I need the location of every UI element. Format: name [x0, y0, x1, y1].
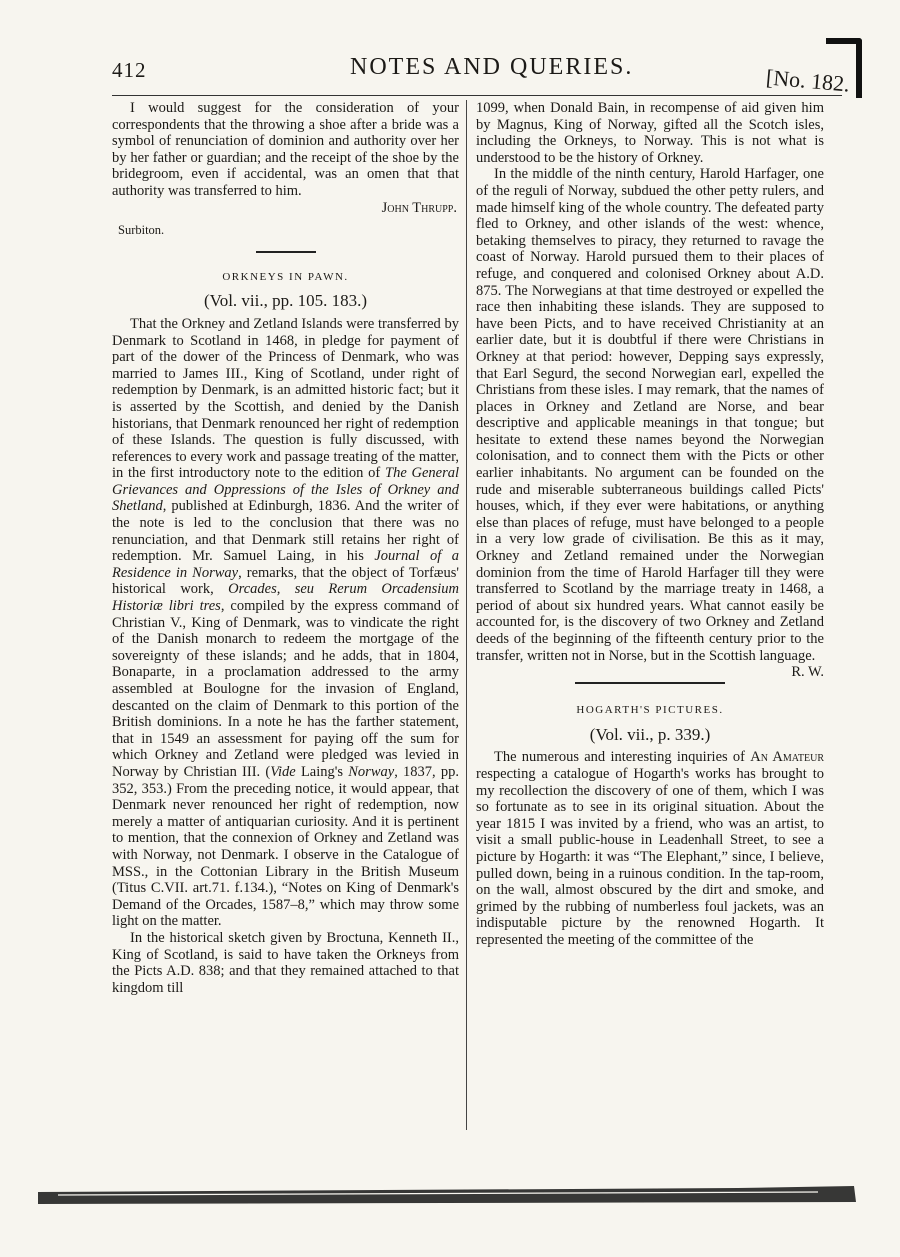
page-number: 412	[112, 58, 147, 82]
issue-number: [No. 182.	[765, 64, 851, 97]
left-column	[112, 100, 459, 996]
section-divider-2	[575, 682, 725, 684]
shoe-note-paragraph: I would suggest for the consideration of your correspondents that the throwing a shoe after a bride was a symbol of renunciation of dominion and authority over her by her father or guardian; and the receipt of the shoe by the bridegroom, even if accidental, was an omen that that authority was transferred to him.	[112, 100, 459, 199]
right-column	[476, 100, 824, 949]
orkneys-paragraph-3: In the middle of the ninth century, Harold Harfager, one of the reguli of Norway, subdued the other petty rulers, and made himself king of the whole country. The defeated party fled to Orkney, and other islands of the west: whence, betaking themselves to piracy, they returned to ravage the coast of Norway. Harold pursued them to their places of refuge, and conquered and colonised Orkney about A.D. 875. The Norwegians at that time destroyed or expelled the race then inhabiting these islands. They are supposed to have been Picts, and to have received Christianity at an earlier date, but it is doubtful if there were Christians in Orkney at that period: however, Depping says expressly, that Earl Segurd, the second Norwegian earl, expelled the Christians from these isles. I may remark, that the names of places in Orkney and Zetland are Norse, and bear descriptive and applicable meanings in that tongue; but hesitate to extend these names beyond the Norwegian colonisation, and to connect them with the Picts or other earlier inhabitants. No argument can be founded on the rude and miserable subterraneous buildings called Picts' houses, which, if they ever were habitations, or anything else than places of refuge, must have belonged to a people in a very low grade of civilisation. Be this as it may, Orkney and Zetland remained under the Norwegian dominion from the time of Harold Harfager till they were transferred to Scotland by the marriage treaty in 1468, a period of about six hundred years. What cannot easily be accounted for, is the discovery of two Orkney and Zetland deeds of the beginning of the fifteenth century prior to the transfer, written not in Norse, but in the Scottish language. R. W.	[476, 166, 824, 681]
section-title-orkneys: ORKNEYS IN PAWN.	[222, 270, 349, 283]
section-title-hogarth: HOGARTH'S PICTURES.	[576, 704, 724, 717]
orkneys-continuation: 1099, when Donald Bain, in recompense of aid given him by Magnus, King of Norway, gifted all the Scotch isles, including the Orkneys, to Norway. This is not what is understood to be the history of Orkney.	[476, 100, 824, 166]
section-ref-hogarth: (Vol. vii., p. 339.)	[589, 724, 711, 744]
running-header	[112, 52, 852, 97]
signature-rw: R. W.	[791, 664, 824, 681]
section-ref-orkneys: (Vol. vii., pp. 105. 183.)	[203, 291, 368, 311]
orkneys-paragraph-1: That the Orkney and Zetland Islands were transferred by Denmark to Scotland in 1468, in pledge for payment of part of the dower of the Princess of Denmark, who was married to James III., King of Scotland, under right of redemption by Denmark, is an admitted historic fact; but it is asserted by the Scottish, and denied by the Danish historians, that Denmark renounced her right of redemption of these Islands. The question is fully discussed, with references to every work and passage treating of the matter, in the first introductory note to the edition of The General Grievances and Oppressions of the Isles of Orkney and Shetland, published at Edinburgh, 1836. And the writer of the note is led to the conclusion that there was no renunciation, and that Denmark still retains her right of redemption. Mr. Samuel Laing, in his Journal of a Residence in Norway, remarks, that the object of Torfæus' historical work, Orcades, seu Rerum Orcadensium Historiæ libri tres, compiled by the express command of Christian V., King of Denmark, was to vindicate the right of the Danish monarch to redeem the mortgage of the sovereignty of these islands; and he adds, that in 1804, Bonaparte, in a proclamation addressed to the army assembled at Boulogne for the invasion of England, descanted on the claim of Denmark to this portion of the British dominions. In a note he has the farther statement, that in 1549 an assessment for paying off the sum for which Orkney and Zetland were pledged was levied in Norway by Christian III. (Vide Laing's Norway, 1837, pp. 352, 353.) From the preceding notice, it would appear, that Denmark never renounced her right of redemption, now merely a matter of antiquarian curiosity. And it is pertinent to mention, that the connexion of Orkney and Zetland was with Norway, not Denmark. I observe in the Catalogue of MSS., in the Cottonian Library in the British Museum (Titus C.VII. art.71. f.134.), “Notes on King of Denmark's Demand of the Orcades, 1587–8,” which may throw some light on the matter.	[112, 315, 460, 930]
place-surbiton: Surbiton.	[118, 223, 165, 238]
bottom-edge-rule	[38, 1182, 858, 1206]
hogarth-paragraph: The numerous and interesting inquiries of An Amateur respecting a catalogue of Hogarth's works has brought to my recollection the discovery of one of them, which I was so fortunate as to see in its original situation. About the year 1815 I was invited by a friend, who was an artist, to visit a small public-house in Leadenhall Street, to see a picture by Hogarth: it was “The Elephant,” since, I believe, pulled down, being in a ruinous condition. In the tap-room, on the wall, almost obscured by the dirt and smoke, and grimed by the rubbing of numberless foul jackets, was an indisputable picture by the renowned Hogarth. It represented the meeting of the committee of the	[476, 749, 825, 948]
running-title: NOTES AND QUERIES.	[350, 54, 634, 80]
column-divider	[466, 100, 467, 1130]
section-divider	[256, 251, 316, 253]
header-rule	[112, 95, 842, 96]
signature-thrupp: John Thrupp.	[381, 199, 457, 216]
orkneys-paragraph-2: In the historical sketch given by Broctuna, Kenneth II., King of Scotland, is said to have taken the Orkneys from the Picts A.D. 838; and that they remained attached to that kingdom till	[112, 929, 459, 996]
